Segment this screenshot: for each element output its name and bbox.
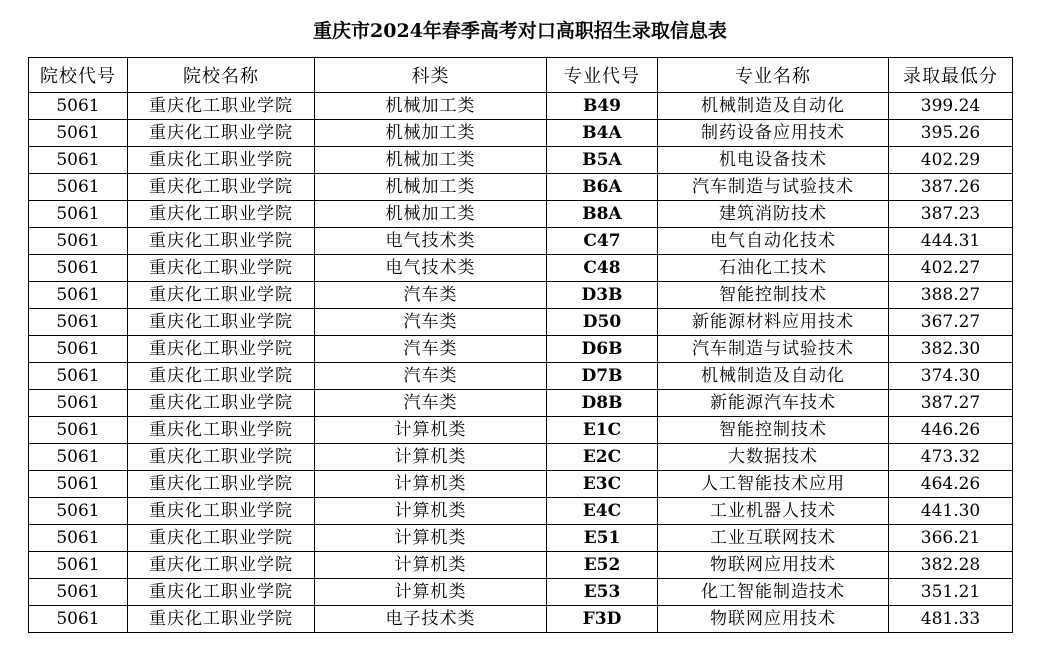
school-name-cell: 重庆化工职业学院 xyxy=(128,606,315,633)
min-score-cell: 382.28 xyxy=(889,552,1013,579)
min-score-cell: 473.32 xyxy=(889,444,1013,471)
school-code-cell: 5061 xyxy=(29,93,128,120)
major-code-cell: E3C xyxy=(547,471,658,498)
major-code-cell: E1C xyxy=(547,417,658,444)
school-code-cell: 5061 xyxy=(29,336,128,363)
table-row xyxy=(29,336,1013,363)
table-row xyxy=(29,147,1013,174)
header-category: 科类 xyxy=(315,58,547,93)
min-score-cell: 399.24 xyxy=(889,93,1013,120)
category-cell: 机械加工类 xyxy=(315,201,547,228)
category-cell: 汽车类 xyxy=(315,363,547,390)
school-code-cell: 5061 xyxy=(29,498,128,525)
major-name-cell: 大数据技术 xyxy=(658,444,889,471)
major-code-cell: E2C xyxy=(547,444,658,471)
school-code-cell: 5061 xyxy=(29,120,128,147)
major-name-cell: 工业互联网技术 xyxy=(658,525,889,552)
min-score-cell: 374.30 xyxy=(889,363,1013,390)
category-cell: 机械加工类 xyxy=(315,120,547,147)
page-title: 重庆市2024年春季高考对口高职招生录取信息表 xyxy=(313,20,727,42)
major-code-cell: D7B xyxy=(547,363,658,390)
category-cell: 电子技术类 xyxy=(315,606,547,633)
min-score-cell: 366.21 xyxy=(889,525,1013,552)
header-major-code: 专业代号 xyxy=(547,58,658,93)
category-cell: 计算机类 xyxy=(315,579,547,606)
school-name-cell: 重庆化工职业学院 xyxy=(128,579,315,606)
category-cell: 电气技术类 xyxy=(315,228,547,255)
header-school-name: 院校名称 xyxy=(128,58,315,93)
major-name-cell: 机械制造及自动化 xyxy=(658,363,889,390)
min-score-cell: 382.30 xyxy=(889,336,1013,363)
school-name-cell: 重庆化工职业学院 xyxy=(128,282,315,309)
major-name-cell: 化工智能制造技术 xyxy=(658,579,889,606)
major-name-cell: 建筑消防技术 xyxy=(658,201,889,228)
major-code-cell: B8A xyxy=(547,201,658,228)
major-code-cell: E52 xyxy=(547,552,658,579)
major-name-cell: 人工智能技术应用 xyxy=(658,471,889,498)
school-name-cell: 重庆化工职业学院 xyxy=(128,525,315,552)
school-code-cell: 5061 xyxy=(29,444,128,471)
major-name-cell: 物联网应用技术 xyxy=(658,552,889,579)
table-row xyxy=(29,471,1013,498)
major-code-cell: B4A xyxy=(547,120,658,147)
school-name-cell: 重庆化工职业学院 xyxy=(128,120,315,147)
school-name-cell: 重庆化工职业学院 xyxy=(128,498,315,525)
table-row xyxy=(29,363,1013,390)
min-score-cell: 387.23 xyxy=(889,201,1013,228)
category-cell: 计算机类 xyxy=(315,525,547,552)
major-code-cell: E51 xyxy=(547,525,658,552)
school-code-cell: 5061 xyxy=(29,579,128,606)
min-score-cell: 441.30 xyxy=(889,498,1013,525)
category-cell: 计算机类 xyxy=(315,417,547,444)
school-code-cell: 5061 xyxy=(29,606,128,633)
school-name-cell: 重庆化工职业学院 xyxy=(128,444,315,471)
major-code-cell: E53 xyxy=(547,579,658,606)
school-code-cell: 5061 xyxy=(29,390,128,417)
category-cell: 电气技术类 xyxy=(315,255,547,282)
school-code-cell: 5061 xyxy=(29,282,128,309)
category-cell: 汽车类 xyxy=(315,282,547,309)
table-row xyxy=(29,282,1013,309)
school-name-cell: 重庆化工职业学院 xyxy=(128,228,315,255)
table-row xyxy=(29,525,1013,552)
major-name-cell: 新能源材料应用技术 xyxy=(658,309,889,336)
major-name-cell: 汽车制造与试验技术 xyxy=(658,336,889,363)
major-name-cell: 石油化工技术 xyxy=(658,255,889,282)
min-score-cell: 444.31 xyxy=(889,228,1013,255)
school-name-cell: 重庆化工职业学院 xyxy=(128,309,315,336)
table-row xyxy=(29,390,1013,417)
category-cell: 汽车类 xyxy=(315,309,547,336)
school-code-cell: 5061 xyxy=(29,552,128,579)
min-score-cell: 351.21 xyxy=(889,579,1013,606)
table-row xyxy=(29,498,1013,525)
major-name-cell: 智能控制技术 xyxy=(658,417,889,444)
min-score-cell: 388.27 xyxy=(889,282,1013,309)
major-code-cell: B6A xyxy=(547,174,658,201)
school-code-cell: 5061 xyxy=(29,147,128,174)
school-name-cell: 重庆化工职业学院 xyxy=(128,255,315,282)
major-code-cell: E4C xyxy=(547,498,658,525)
major-code-cell: B49 xyxy=(547,93,658,120)
school-name-cell: 重庆化工职业学院 xyxy=(128,390,315,417)
major-code-cell: F3D xyxy=(547,606,658,633)
category-cell: 机械加工类 xyxy=(315,93,547,120)
table-row xyxy=(29,174,1013,201)
table-row xyxy=(29,255,1013,282)
school-name-cell: 重庆化工职业学院 xyxy=(128,417,315,444)
min-score-cell: 402.29 xyxy=(889,147,1013,174)
table-body xyxy=(29,93,1013,633)
min-score-cell: 367.27 xyxy=(889,309,1013,336)
major-code-cell: D3B xyxy=(547,282,658,309)
school-code-cell: 5061 xyxy=(29,309,128,336)
school-name-cell: 重庆化工职业学院 xyxy=(128,552,315,579)
category-cell: 计算机类 xyxy=(315,444,547,471)
major-name-cell: 汽车制造与试验技术 xyxy=(658,174,889,201)
school-name-cell: 重庆化工职业学院 xyxy=(128,201,315,228)
school-name-cell: 重庆化工职业学院 xyxy=(128,363,315,390)
min-score-cell: 395.26 xyxy=(889,120,1013,147)
school-code-cell: 5061 xyxy=(29,525,128,552)
major-name-cell: 智能控制技术 xyxy=(658,282,889,309)
category-cell: 机械加工类 xyxy=(315,147,547,174)
major-name-cell: 新能源汽车技术 xyxy=(658,390,889,417)
school-code-cell: 5061 xyxy=(29,471,128,498)
min-score-cell: 387.27 xyxy=(889,390,1013,417)
category-cell: 机械加工类 xyxy=(315,174,547,201)
admission-table xyxy=(28,57,1013,633)
school-code-cell: 5061 xyxy=(29,228,128,255)
min-score-cell: 446.26 xyxy=(889,417,1013,444)
school-code-cell: 5061 xyxy=(29,417,128,444)
major-code-cell: D6B xyxy=(547,336,658,363)
major-code-cell: C47 xyxy=(547,228,658,255)
major-name-cell: 电气自动化技术 xyxy=(658,228,889,255)
table-row xyxy=(29,606,1013,633)
major-name-cell: 制药设备应用技术 xyxy=(658,120,889,147)
school-name-cell: 重庆化工职业学院 xyxy=(128,147,315,174)
category-cell: 计算机类 xyxy=(315,471,547,498)
major-name-cell: 机械制造及自动化 xyxy=(658,93,889,120)
min-score-cell: 387.26 xyxy=(889,174,1013,201)
major-code-cell: D8B xyxy=(547,390,658,417)
school-name-cell: 重庆化工职业学院 xyxy=(128,93,315,120)
school-code-cell: 5061 xyxy=(29,174,128,201)
school-code-cell: 5061 xyxy=(29,255,128,282)
major-code-cell: B5A xyxy=(547,147,658,174)
min-score-cell: 402.27 xyxy=(889,255,1013,282)
table-header-row xyxy=(29,58,1013,93)
school-name-cell: 重庆化工职业学院 xyxy=(128,174,315,201)
school-code-cell: 5061 xyxy=(29,201,128,228)
school-name-cell: 重庆化工职业学院 xyxy=(128,336,315,363)
school-code-cell: 5061 xyxy=(29,363,128,390)
major-code-cell: C48 xyxy=(547,255,658,282)
major-name-cell: 工业机器人技术 xyxy=(658,498,889,525)
header-school-code: 院校代号 xyxy=(29,58,128,93)
min-score-cell: 464.26 xyxy=(889,471,1013,498)
school-name-cell: 重庆化工职业学院 xyxy=(128,471,315,498)
category-cell: 汽车类 xyxy=(315,336,547,363)
table-row xyxy=(29,93,1013,120)
table-row xyxy=(29,417,1013,444)
table-row xyxy=(29,552,1013,579)
table-row xyxy=(29,120,1013,147)
table-row xyxy=(29,444,1013,471)
major-code-cell: D50 xyxy=(547,309,658,336)
table-row xyxy=(29,579,1013,606)
min-score-cell: 481.33 xyxy=(889,606,1013,633)
category-cell: 汽车类 xyxy=(315,390,547,417)
header-min-score: 录取最低分 xyxy=(889,58,1013,93)
table-row xyxy=(29,201,1013,228)
category-cell: 计算机类 xyxy=(315,498,547,525)
major-name-cell: 物联网应用技术 xyxy=(658,606,889,633)
major-name-cell: 机电设备技术 xyxy=(658,147,889,174)
header-major-name: 专业名称 xyxy=(658,58,889,93)
category-cell: 计算机类 xyxy=(315,552,547,579)
table-row xyxy=(29,309,1013,336)
table-row xyxy=(29,228,1013,255)
